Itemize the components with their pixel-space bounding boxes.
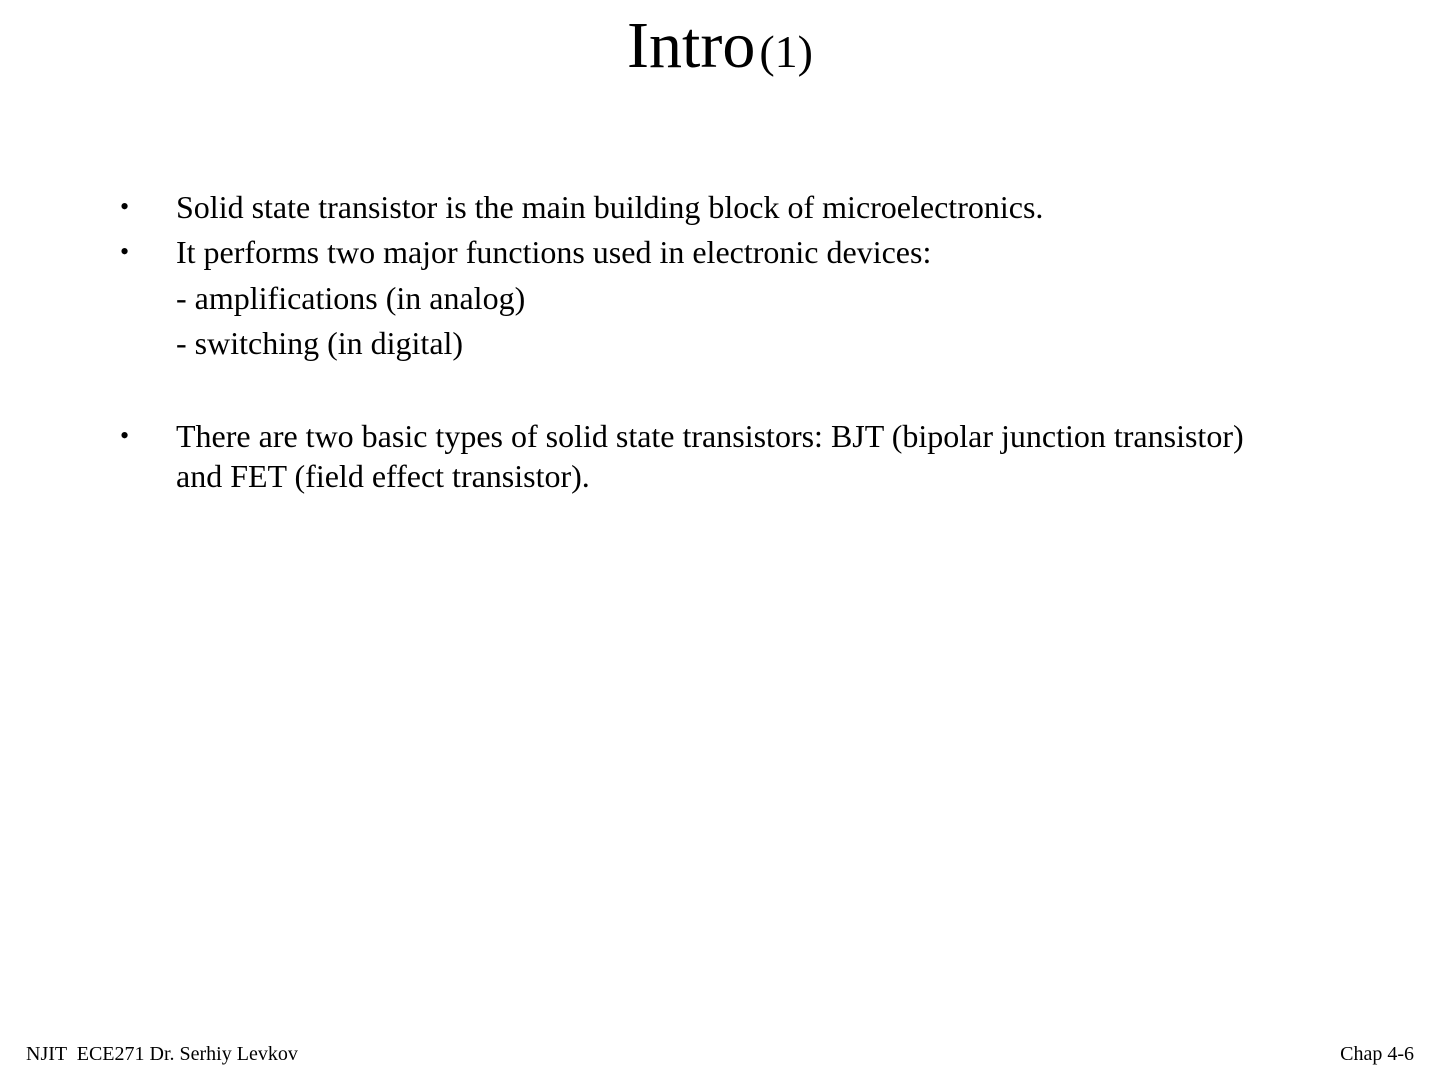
sub-item-switching: - switching (in digital) [176,325,464,361]
bullet-marker: • [120,192,130,221]
sub-item-amplifications: - amplifications (in analog) [176,280,526,316]
bullet-text: There are two basic types of solid state transistors: BJT (bipolar junction transistor) and FET (field effect transistor). [176,418,1244,494]
slide-title-main: Intro [627,9,756,82]
footer-page-number: Chap 4-6 [1340,1043,1414,1065]
bullet-text: It performs two major functions used in electronic devices: [176,234,932,270]
bullet-text: Solid state transistor is the main building block of microelectronics. [176,189,1044,225]
slide-title-number: (1) [759,26,813,77]
slide-title [0,10,1440,83]
bullet-marker: • [120,237,130,266]
footer-course-info: NJIT ECE271 Dr. Serhiy Levkov [26,1043,298,1065]
bullet-marker: • [120,421,130,450]
